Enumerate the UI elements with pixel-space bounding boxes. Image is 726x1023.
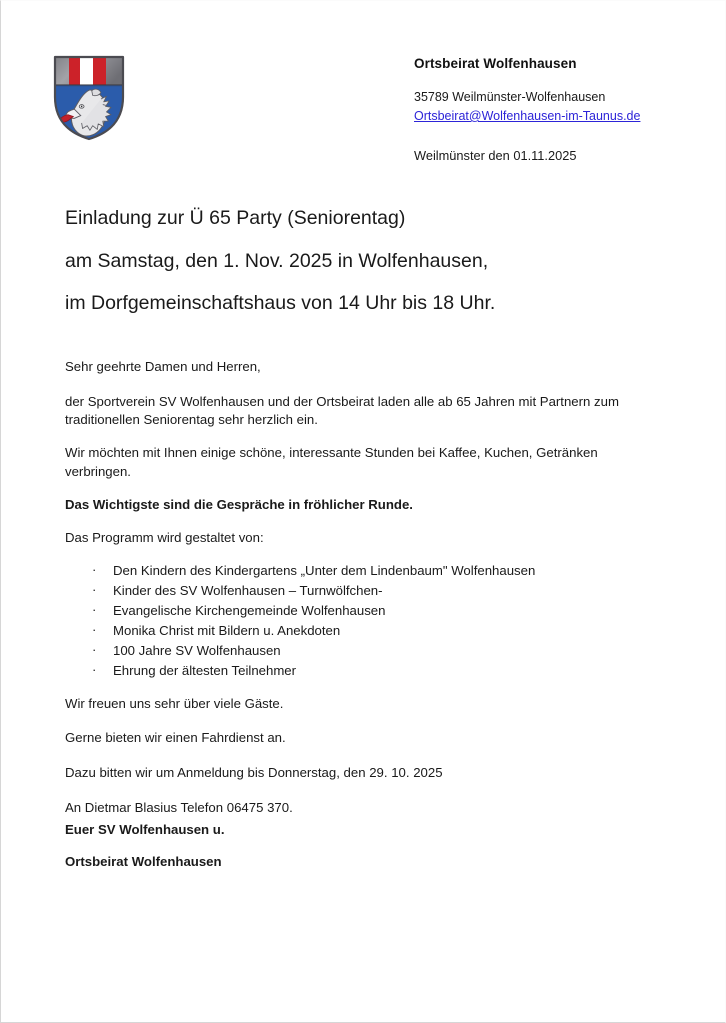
list-item: · Den Kindern des Kindergartens „Unter dem Lindenbaum" Wolfenhausen: [65, 561, 645, 581]
paragraph-invitation: der Sportverein SV Wolfenhausen und der Ortsbeirat laden alle ab 65 Jahren mit Partnern zum traditionellen Seniorentag sehr herzlich ein.: [65, 393, 619, 428]
list-item: · 100 Jahre SV Wolfenhausen: [65, 641, 645, 661]
signature-line-1: Euer SV Wolfenhausen u.: [65, 822, 225, 837]
wolfenhausen-coat-of-arms-icon: [49, 51, 129, 143]
sender-block: [414, 55, 704, 126]
paragraph-rsvp: Dazu bitten wir um Anmeldung bis Donnerstag, den 29. 10. 2025: [65, 764, 443, 780]
signature-line-2: Ortsbeirat Wolfenhausen: [65, 854, 222, 870]
letterhead: [1, 1, 726, 186]
title-line-1: Einladung zur Ü 65 Party (Seniorentag): [65, 207, 406, 229]
paragraph-contact: An Dietmar Blasius Telefon 06475 370.: [65, 799, 293, 815]
list-item: · Monika Christ mit Bildern u. Anekdoten: [65, 621, 645, 641]
salutation: Sehr geehrte Damen und Herren,: [65, 359, 261, 374]
signature-block: [65, 821, 545, 886]
sender-name: Ortsbeirat Wolfenhausen: [414, 56, 577, 71]
list-item: · Kinder des SV Wolfenhausen – Turnwölfchen-: [65, 581, 645, 601]
programme-intro: Das Programm wird gestaltet von:: [65, 530, 264, 546]
sender-address: 35789 Weilmünster-Wolfenhausen: [414, 90, 606, 105]
paragraph-shuttle: Gerne bieten wir einen Fahrdienst an.: [65, 730, 286, 746]
invitation-title: [65, 209, 665, 337]
title-line-3: im Dorfgemeinschaftshaus von 14 Uhr bis 18 Uhr.: [65, 292, 496, 314]
paragraph-guests: Wir freuen uns sehr über viele Gäste.: [65, 695, 284, 711]
list-item: · Ehrung der ältesten Teilnehmer: [65, 661, 645, 681]
programme-list: [65, 561, 645, 681]
letter-body: [65, 358, 645, 831]
list-item: · Evangelische Kirchengemeinde Wolfenhausen: [65, 601, 645, 621]
paragraph-hours: Wir möchten mit Ihnen einige schöne, interessante Stunden bei Kaffee, Kuchen, Getränken verbringen.: [65, 445, 598, 479]
title-line-2: am Samstag, den 1. Nov. 2025 in Wolfenhausen,: [65, 249, 489, 272]
paragraph-highlight: Das Wichtigste sind die Gespräche in fröhlicher Runde.: [65, 496, 413, 512]
date-line: Weilmünster den 01.11.2025: [414, 148, 577, 163]
sender-email-link[interactable]: Ortsbeirat@Wolfenhausen-im-Taunus.de: [414, 108, 641, 123]
